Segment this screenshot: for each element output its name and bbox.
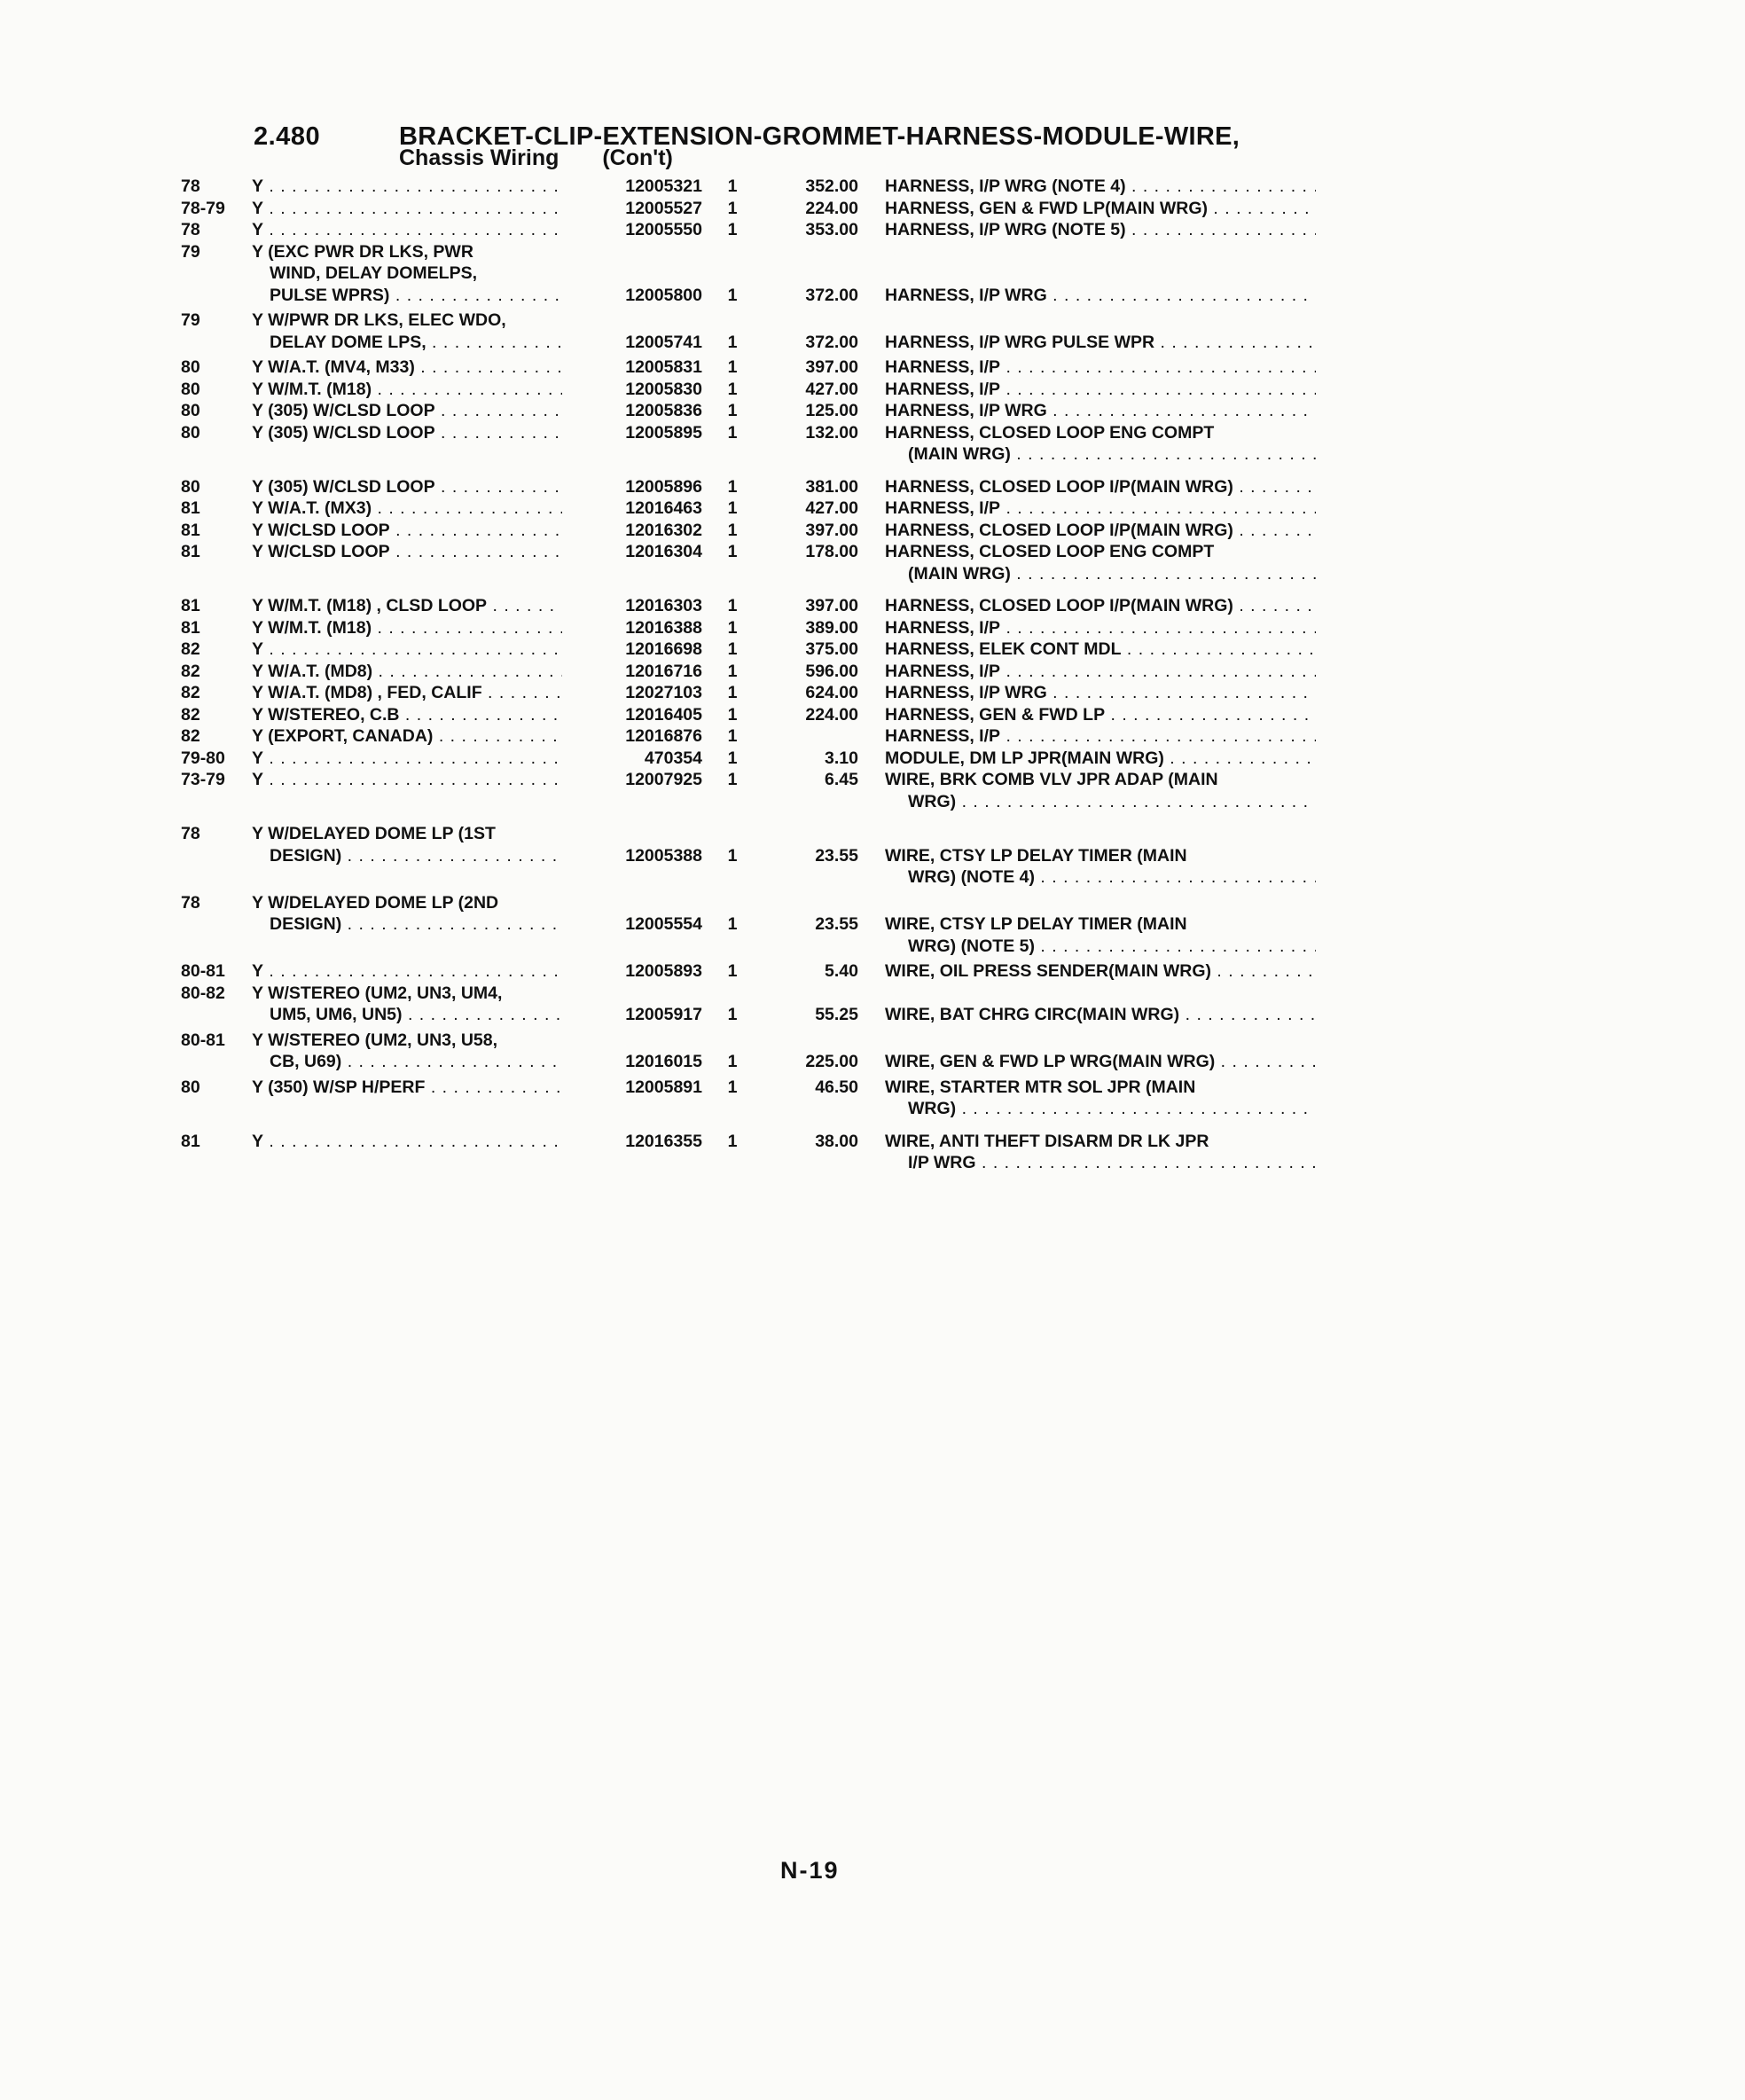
model-year: 78-79 — [181, 198, 225, 218]
application-line: DESIGN) . . . — [252, 913, 562, 936]
description — [885, 704, 1316, 726]
application — [252, 617, 562, 639]
description-line: WIRE, STARTER MTR SOL JPR (MAIN — [885, 1077, 1196, 1097]
price: 389.00 — [805, 617, 858, 638]
application-line: Y (305) W/CLSD LOOP . . . — [252, 400, 562, 422]
application-line: Y W/M.T. (M18) . . . — [252, 379, 562, 401]
application-line: Y . . . — [252, 639, 562, 661]
subtitle-text: Chassis Wiring — [399, 145, 559, 170]
description — [885, 845, 1316, 889]
description — [885, 1077, 1316, 1120]
description — [885, 617, 1316, 639]
price: 352.00 — [805, 176, 858, 196]
application — [252, 639, 562, 661]
description — [885, 725, 1316, 748]
description-line: HARNESS, GEN & FWD LP(MAIN WRG) . . . — [885, 198, 1316, 220]
price: 23.55 — [815, 845, 858, 866]
application-line: Y W/A.T. (MV4, M33) . . . — [252, 357, 562, 379]
description — [885, 498, 1316, 520]
section-title: BRACKET-CLIP-EXTENSION-GROMMET-HARNESS-MODULE-WIRE, — [399, 122, 1240, 151]
price: 353.00 — [805, 220, 858, 239]
model-year: 80 — [181, 357, 200, 377]
quantity: 1 — [727, 617, 738, 638]
quantity: 1 — [727, 1131, 738, 1151]
price: 624.00 — [805, 683, 858, 702]
description — [885, 913, 1316, 957]
part-number: 12016015 — [625, 1052, 702, 1071]
application — [252, 219, 562, 241]
application — [252, 379, 562, 401]
quantity: 1 — [727, 1052, 738, 1071]
application — [252, 704, 562, 726]
description-line: WIRE, BRK COMB VLV JPR ADAP (MAIN — [885, 770, 1218, 789]
model-year: 80-81 — [181, 961, 225, 981]
quantity: 1 — [727, 748, 738, 768]
model-year: 82 — [181, 704, 200, 725]
price: 224.00 — [805, 198, 858, 218]
model-year: 81 — [181, 617, 200, 638]
description-line: WRG) (NOTE 4) . . . — [885, 866, 1316, 889]
price: 5.40 — [825, 961, 858, 981]
model-year: 73-79 — [181, 770, 225, 789]
description-line: HARNESS, I/P . . . — [885, 725, 1316, 748]
model-year: 80 — [181, 422, 200, 443]
description — [885, 400, 1316, 422]
description-line: (MAIN WRG) . . . — [885, 563, 1316, 585]
application — [252, 198, 562, 220]
part-number: 12005896 — [625, 476, 702, 497]
price: 132.00 — [805, 422, 858, 443]
part-number: 12005895 — [625, 422, 702, 443]
description-line: HARNESS, CLOSED LOOP ENG COMPT — [885, 422, 1215, 443]
application-line: Y (350) W/SP H/PERF . . . — [252, 1077, 562, 1099]
description — [885, 769, 1316, 812]
model-year: 79 — [181, 241, 200, 262]
application-line: DELAY DOME LPS, . . . — [252, 332, 562, 354]
description-line: WIRE, OIL PRESS SENDER(MAIN WRG) . . . — [885, 960, 1316, 983]
description-line: HARNESS, GEN & FWD LP . . . — [885, 704, 1316, 726]
price: 125.00 — [805, 401, 858, 420]
price: 3.10 — [825, 748, 858, 768]
quantity: 1 — [727, 379, 738, 399]
application-line: Y W/A.T. (MX3) . . . — [252, 498, 562, 520]
quantity: 1 — [727, 498, 738, 518]
quantity: 1 — [727, 285, 738, 305]
application-line: Y W/DELAYED DOME LP (1ST — [252, 824, 496, 843]
application-line: Y . . . — [252, 1131, 562, 1153]
model-year: 80-82 — [181, 983, 225, 1003]
model-year: 80 — [181, 401, 200, 420]
price: 224.00 — [805, 704, 858, 725]
application — [252, 661, 562, 683]
description-line: HARNESS, I/P . . . — [885, 379, 1316, 401]
model-year: 81 — [181, 596, 200, 615]
application — [252, 357, 562, 379]
application-line: Y . . . — [252, 219, 562, 241]
application — [252, 310, 562, 353]
description — [885, 285, 1316, 307]
price: 427.00 — [805, 498, 858, 518]
quantity: 1 — [727, 845, 738, 866]
application-line: Y W/M.T. (M18) , CLSD LOOP . . . — [252, 595, 562, 617]
application — [252, 682, 562, 704]
model-year: 81 — [181, 1131, 200, 1151]
price: 46.50 — [815, 1077, 858, 1097]
quantity: 1 — [727, 704, 738, 725]
price: 372.00 — [805, 332, 858, 352]
description — [885, 682, 1316, 704]
model-year: 80 — [181, 379, 200, 399]
part-number: 12005388 — [625, 845, 702, 866]
model-year: 80 — [181, 1077, 200, 1097]
price: 427.00 — [805, 379, 858, 399]
description — [885, 520, 1316, 542]
description-line: HARNESS, I/P WRG . . . — [885, 682, 1316, 704]
part-number: 12005741 — [625, 332, 702, 352]
application — [252, 1131, 562, 1153]
model-year: 82 — [181, 661, 200, 681]
description-line: WIRE, CTSY LP DELAY TIMER (MAIN — [885, 845, 1187, 866]
description-line: WRG) . . . — [885, 1098, 1316, 1120]
part-number: 12016302 — [625, 520, 702, 540]
description — [885, 748, 1316, 770]
application-line: Y W/STEREO (UM2, UN3, UM4, — [252, 983, 503, 1003]
part-number: 12005321 — [625, 176, 702, 196]
price: 375.00 — [805, 639, 858, 659]
application-line: Y W/PWR DR LKS, ELEC WDO, — [252, 310, 506, 330]
part-number: 12016876 — [625, 726, 702, 746]
price: 38.00 — [815, 1131, 858, 1151]
part-number: 12005917 — [625, 1005, 702, 1024]
price: 55.25 — [815, 1005, 858, 1024]
application-line: Y (305) W/CLSD LOOP . . . — [252, 476, 562, 498]
description-line: HARNESS, CLOSED LOOP I/P(MAIN WRG) . . . — [885, 476, 1316, 498]
section-number: 2.480 — [254, 122, 321, 151]
application-line: Y (EXPORT, CANADA) . . . — [252, 725, 562, 748]
description — [885, 476, 1316, 498]
part-number: 12005891 — [625, 1077, 702, 1097]
quantity: 1 — [727, 683, 738, 702]
application-line: Y . . . — [252, 198, 562, 220]
quantity: 1 — [727, 770, 738, 789]
part-number: 12005836 — [625, 401, 702, 420]
application-line: Y W/CLSD LOOP . . . — [252, 541, 562, 563]
application-line: Y W/A.T. (MD8) , FED, CALIF . . . — [252, 682, 562, 704]
quantity: 1 — [727, 914, 738, 934]
application — [252, 520, 562, 542]
quantity: 1 — [727, 1077, 738, 1097]
model-year: 79-80 — [181, 748, 225, 768]
application — [252, 176, 562, 198]
application-line: Y W/STEREO (UM2, UN3, U58, — [252, 1030, 498, 1050]
application-line: Y W/CLSD LOOP . . . — [252, 520, 562, 542]
application — [252, 476, 562, 498]
description — [885, 332, 1316, 354]
price: 381.00 — [805, 476, 858, 497]
price: 23.55 — [815, 914, 858, 934]
model-year: 78 — [181, 176, 200, 196]
price: 225.00 — [805, 1052, 858, 1071]
model-year: 78 — [181, 892, 200, 913]
description — [885, 357, 1316, 379]
part-number: 12016304 — [625, 542, 702, 561]
page-number: N-19 — [780, 1857, 840, 1884]
description-line: I/P WRG . . . — [885, 1152, 1316, 1174]
application — [252, 725, 562, 748]
price: 178.00 — [805, 542, 858, 561]
description — [885, 176, 1316, 198]
application-line: Y . . . — [252, 748, 562, 770]
description-line: (MAIN WRG) . . . — [885, 443, 1316, 466]
application-line: Y . . . — [252, 960, 562, 983]
application-line: Y . . . — [252, 769, 562, 791]
model-year: 82 — [181, 683, 200, 702]
application — [252, 892, 562, 936]
part-number: 12016716 — [625, 661, 702, 681]
price: 397.00 — [805, 520, 858, 540]
application-line: PULSE WPRS) . . . — [252, 285, 562, 307]
quantity: 1 — [727, 220, 738, 239]
application — [252, 769, 562, 791]
description-line: WIRE, ANTI THEFT DISARM DR LK JPR — [885, 1131, 1209, 1151]
description — [885, 541, 1316, 584]
description-line: HARNESS, I/P . . . — [885, 357, 1316, 379]
description-line: HARNESS, CLOSED LOOP I/P(MAIN WRG) . . . — [885, 595, 1316, 617]
quantity: 1 — [727, 596, 738, 615]
application-line: Y W/M.T. (M18) . . . — [252, 617, 562, 639]
description-line: HARNESS, CLOSED LOOP ENG COMPT — [885, 542, 1215, 561]
application — [252, 960, 562, 983]
part-number: 12005893 — [625, 961, 702, 981]
model-year: 78 — [181, 220, 200, 239]
model-year: 81 — [181, 498, 200, 518]
description-line: HARNESS, I/P WRG . . . — [885, 400, 1316, 422]
quantity: 1 — [727, 542, 738, 561]
model-year: 81 — [181, 520, 200, 540]
application — [252, 983, 562, 1026]
quantity: 1 — [727, 476, 738, 497]
part-number: 12005554 — [625, 914, 702, 934]
application-line: Y W/STEREO, C.B . . . — [252, 704, 562, 726]
part-number: 12016388 — [625, 617, 702, 638]
part-number: 470354 — [644, 748, 702, 768]
quantity: 1 — [727, 332, 738, 352]
model-year: 81 — [181, 542, 200, 561]
section-subtitle — [399, 145, 673, 171]
description-line: MODULE, DM LP JPR(MAIN WRG) . . . — [885, 748, 1316, 770]
application-line: DESIGN) . . . — [252, 845, 562, 867]
application-line: Y (EXC PWR DR LKS, PWR — [252, 241, 473, 262]
part-number: 12005831 — [625, 357, 702, 377]
continued-marker: (Con't) — [602, 145, 673, 170]
description-line: HARNESS, I/P WRG PULSE WPR . . . — [885, 332, 1316, 354]
price: 596.00 — [805, 661, 858, 681]
application — [252, 1077, 562, 1099]
quantity: 1 — [727, 661, 738, 681]
description-line: HARNESS, I/P . . . — [885, 617, 1316, 639]
description — [885, 639, 1316, 661]
description-line: HARNESS, ELEK CONT MDL . . . — [885, 639, 1316, 661]
quantity: 1 — [727, 401, 738, 420]
description — [885, 198, 1316, 220]
price: 6.45 — [825, 770, 858, 789]
description — [885, 1131, 1316, 1174]
model-year: 82 — [181, 639, 200, 659]
quantity: 1 — [727, 357, 738, 377]
application — [252, 595, 562, 617]
price: 397.00 — [805, 357, 858, 377]
price: 397.00 — [805, 596, 858, 615]
quantity: 1 — [727, 198, 738, 218]
description-line: HARNESS, CLOSED LOOP I/P(MAIN WRG) . . . — [885, 520, 1316, 542]
model-year: 78 — [181, 824, 200, 843]
part-number: 12016405 — [625, 704, 702, 725]
application — [252, 422, 562, 444]
quantity: 1 — [727, 520, 738, 540]
description — [885, 1004, 1316, 1026]
application-line: Y (305) W/CLSD LOOP . . . — [252, 422, 562, 444]
part-number: 12005800 — [625, 285, 702, 305]
application — [252, 498, 562, 520]
quantity: 1 — [727, 961, 738, 981]
description-line: HARNESS, I/P . . . — [885, 498, 1316, 520]
quantity: 1 — [727, 422, 738, 443]
application — [252, 541, 562, 563]
description — [885, 960, 1316, 983]
part-number: 12016463 — [625, 498, 702, 518]
application — [252, 748, 562, 770]
quantity: 1 — [727, 639, 738, 659]
description-line: WIRE, BAT CHRG CIRC(MAIN WRG) . . . — [885, 1004, 1316, 1026]
part-number: 12016698 — [625, 639, 702, 659]
part-number: 12005830 — [625, 379, 702, 399]
description-line: HARNESS, I/P WRG (NOTE 5) . . . — [885, 219, 1316, 241]
application — [252, 241, 562, 307]
part-number: 12016303 — [625, 596, 702, 615]
description-line: WIRE, GEN & FWD LP WRG(MAIN WRG) . . . — [885, 1051, 1316, 1073]
application — [252, 400, 562, 422]
model-year: 80 — [181, 476, 200, 497]
description-line: WRG) . . . — [885, 791, 1316, 813]
part-number: 12007925 — [625, 770, 702, 789]
description-line: HARNESS, I/P WRG . . . — [885, 285, 1316, 307]
model-year: 79 — [181, 310, 200, 330]
application-line: CB, U69) . . . — [252, 1051, 562, 1073]
application-line: Y . . . — [252, 176, 562, 198]
quantity: 1 — [727, 1005, 738, 1024]
description-line: WRG) (NOTE 5) . . . — [885, 936, 1316, 958]
model-year: 80-81 — [181, 1030, 225, 1050]
description — [885, 422, 1316, 466]
quantity: 1 — [727, 726, 738, 746]
part-number: 12005550 — [625, 220, 702, 239]
application — [252, 1030, 562, 1073]
price: 372.00 — [805, 285, 858, 305]
part-number: 12016355 — [625, 1131, 702, 1151]
description — [885, 379, 1316, 401]
application-line: Y W/A.T. (MD8) . . . — [252, 661, 562, 683]
part-number: 12005527 — [625, 198, 702, 218]
application-line: Y W/DELAYED DOME LP (2ND — [252, 892, 499, 913]
application-line: WIND, DELAY DOMELPS, — [270, 263, 478, 283]
description — [885, 219, 1316, 241]
part-number: 12027103 — [625, 683, 702, 702]
quantity: 1 — [727, 176, 738, 196]
description-line: HARNESS, I/P . . . — [885, 661, 1316, 683]
description — [885, 1051, 1316, 1073]
application — [252, 823, 562, 866]
description-line: HARNESS, I/P WRG (NOTE 4) . . . — [885, 176, 1316, 198]
description — [885, 595, 1316, 617]
description — [885, 661, 1316, 683]
description-line: WIRE, CTSY LP DELAY TIMER (MAIN — [885, 914, 1187, 934]
application-line: UM5, UM6, UN5) . . . — [252, 1004, 562, 1026]
model-year: 82 — [181, 726, 200, 746]
